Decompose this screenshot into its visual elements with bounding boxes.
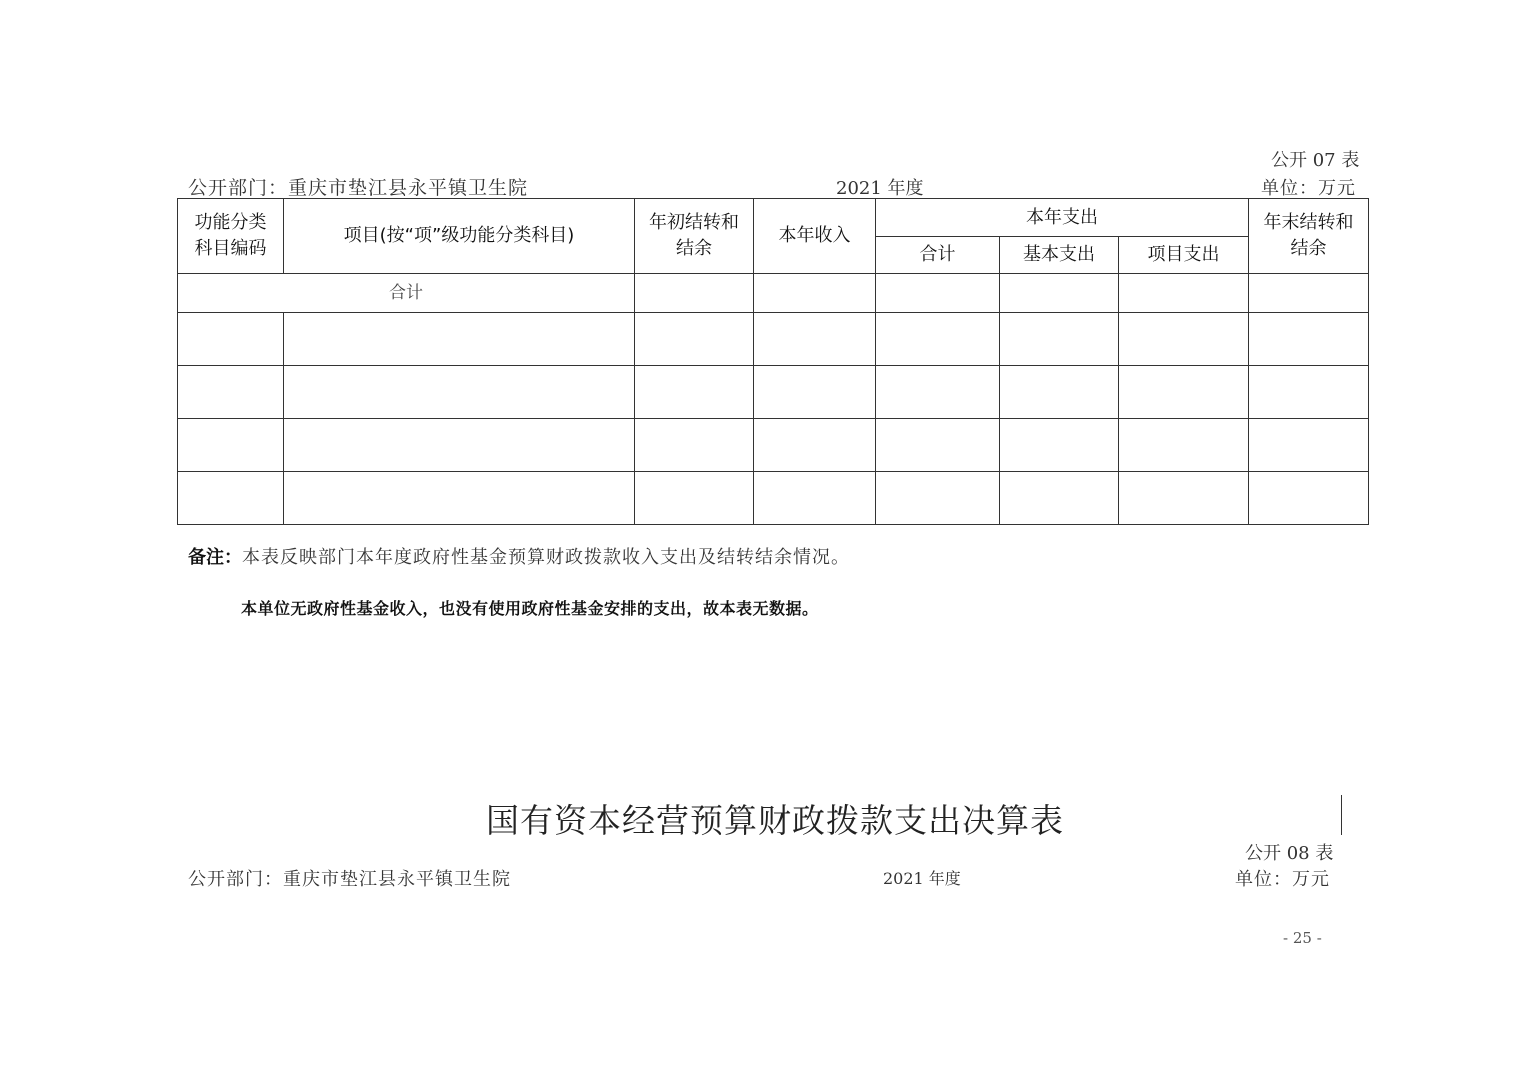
header-expense-project: 项目支出	[1119, 237, 1249, 274]
total-row-label: 合计	[178, 274, 635, 313]
header-end-balance: 年末结转和 结余	[1249, 199, 1369, 274]
note-label: 备注：	[188, 547, 242, 568]
table-cell	[284, 313, 635, 366]
table-cell	[1119, 274, 1249, 313]
table-cell	[1249, 472, 1369, 525]
table-cell	[635, 419, 754, 472]
table-cell	[754, 472, 876, 525]
table-cell	[1000, 366, 1119, 419]
table-cell	[1119, 419, 1249, 472]
total-row	[178, 274, 1369, 313]
header-income: 本年收入	[754, 199, 876, 274]
note-text: 本表反映部门本年度政府性基金预算财政拨款收入支出及结转结余情况。	[242, 547, 850, 568]
table-cell	[1000, 313, 1119, 366]
table-08-number: 公开 08 表	[1245, 843, 1334, 864]
table-07-unit: 单位：万元	[1261, 178, 1356, 199]
table-cell	[754, 274, 876, 313]
table-row	[178, 366, 1369, 419]
table-cell	[1119, 472, 1249, 525]
table-cell	[1249, 274, 1369, 313]
table-cell	[876, 274, 1000, 313]
table-cell	[876, 419, 1000, 472]
table-08-unit: 单位：万元	[1235, 869, 1330, 890]
table-cell	[1000, 472, 1119, 525]
header-function-code: 功能分类 科目编码	[178, 199, 284, 274]
table-08-department: 公开部门：重庆市垫江县永平镇卫生院	[188, 869, 511, 890]
table-cell	[876, 472, 1000, 525]
table-cell	[1249, 313, 1369, 366]
table-cell	[178, 313, 284, 366]
table-cell	[1000, 419, 1119, 472]
header-expense-total: 合计	[876, 237, 1000, 274]
table-08-title: 国有资本经营预算财政拨款支出决算表	[486, 801, 1064, 840]
header-expense-basic: 基本支出	[1000, 237, 1119, 274]
table-cell	[178, 419, 284, 472]
page-number: - 25 -	[1283, 929, 1322, 947]
table-07-department: 公开部门：重庆市垫江县永平镇卫生院	[188, 177, 529, 199]
table-cell	[754, 366, 876, 419]
table-cell	[284, 366, 635, 419]
table-cell	[754, 419, 876, 472]
table-cell	[635, 472, 754, 525]
table-cell	[284, 419, 635, 472]
table-cell	[754, 313, 876, 366]
table-cell	[178, 366, 284, 419]
fund-budget-table	[177, 198, 1369, 525]
table-cell	[1249, 419, 1369, 472]
table-cell	[284, 472, 635, 525]
table-cell	[1000, 274, 1119, 313]
table-cell	[635, 274, 754, 313]
table-cell	[876, 366, 1000, 419]
header-expense-group: 本年支出	[876, 199, 1249, 237]
table-row	[178, 313, 1369, 366]
table-cell	[1119, 313, 1249, 366]
table-07-number: 公开 07 表	[1271, 150, 1360, 171]
table-08-year: 2021 年度	[883, 869, 961, 888]
table-cell	[876, 313, 1000, 366]
table-cell	[178, 472, 284, 525]
table-cell	[635, 366, 754, 419]
header-item: 项目(按“项”级功能分类科目)	[284, 199, 635, 274]
table-row	[178, 472, 1369, 525]
table-cell	[635, 313, 754, 366]
table-08-border-fragment	[1341, 795, 1342, 835]
table-row	[178, 419, 1369, 472]
header-begin-balance: 年初结转和 结余	[635, 199, 754, 274]
table-07-note	[188, 543, 850, 569]
table-cell	[1249, 366, 1369, 419]
table-cell	[1119, 366, 1249, 419]
no-data-statement: 本单位无政府性基金收入，也没有使用政府性基金安排的支出，故本表无数据。	[241, 599, 819, 618]
table-07-year: 2021 年度	[836, 178, 924, 199]
